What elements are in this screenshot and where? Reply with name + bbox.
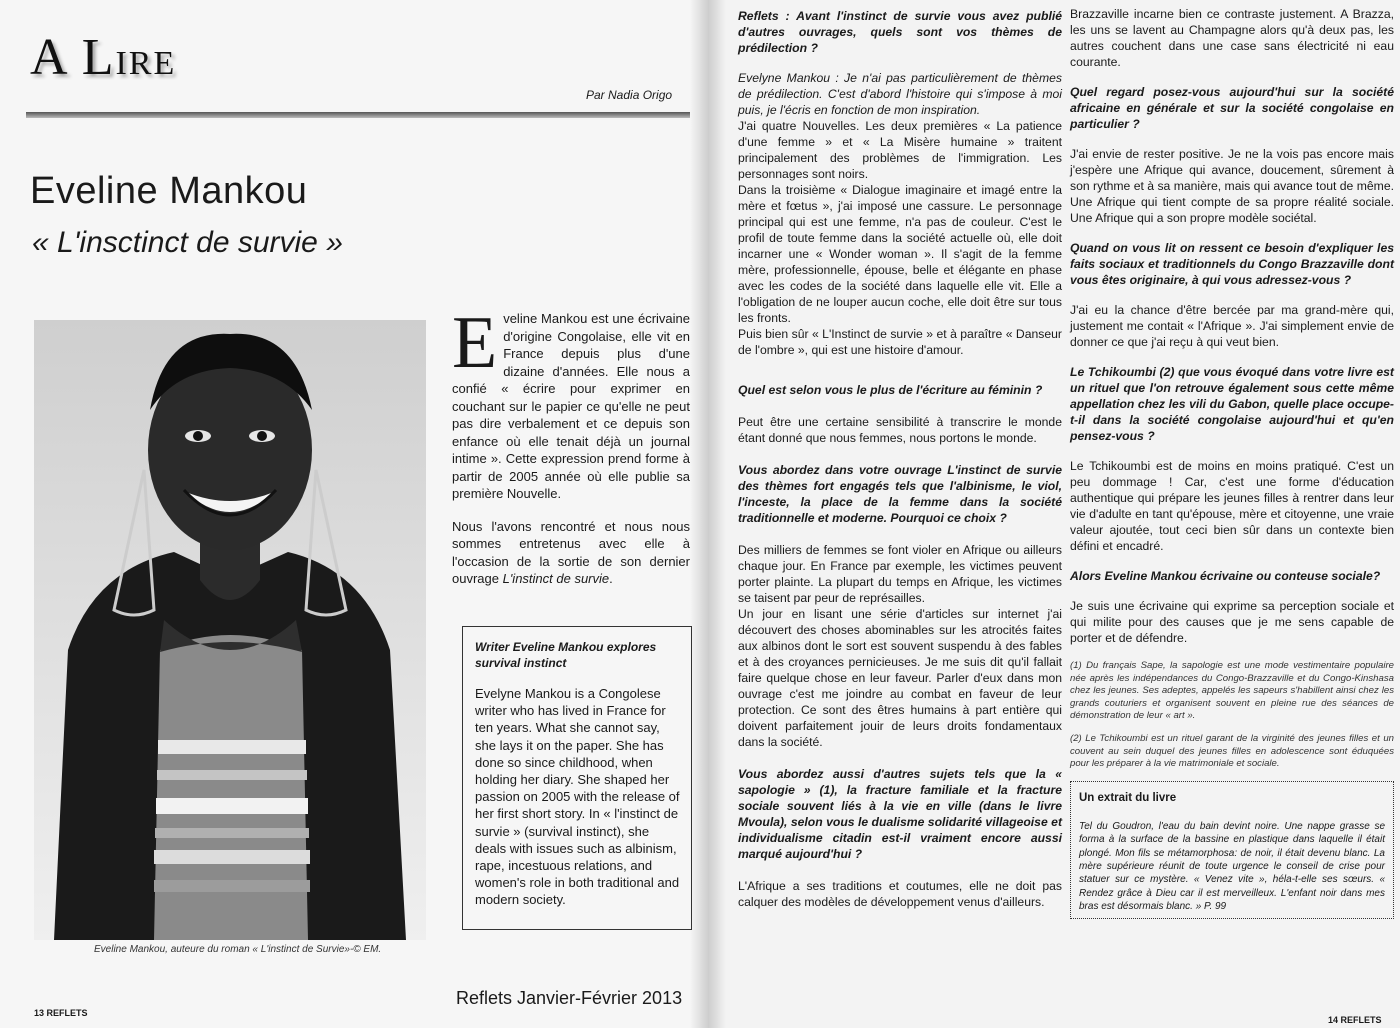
question-1: Reflets : Avant l'instinct de survie vous avez publié d'autres ouvrages, quels sont vos thèmes de prédilection ? (738, 9, 1062, 55)
answer-8: Je suis une écrivaine qui exprime sa perception sociale et qui milite pour des causes que je me sens capable de porter et de défendre. (1070, 599, 1394, 645)
portrait-photo (34, 320, 426, 940)
intro-p2-start: Nous l'avons rencontré et nous nous sommes entretenus avec elle à l'occasion de la sortie de son dernier ouvrage (452, 518, 690, 586)
english-summary-box (462, 626, 692, 930)
rubric-ire: IRE (115, 45, 177, 82)
photo-caption: Eveline Mankou, auteure du roman « L'instinct de Survie»-© EM. (94, 944, 382, 955)
answer-3: Des milliers de femmes se font violer en Afrique ou ailleurs chaque jour. En France par exemple, les victimes peuvent porter plainte. La plupart du temps en Afrique, les victimes se taisent par peur de représailles. (738, 543, 1062, 605)
extract-title: Un extrait du livre (1079, 791, 1177, 804)
byline: Par Nadia Origo (586, 88, 673, 102)
book-extract-box (1070, 781, 1394, 919)
drop-cap: E (452, 302, 498, 384)
article-name: Eveline Mankou (30, 170, 308, 212)
intro-text (452, 302, 690, 603)
answer-6: J'ai eu la chance d'être bercée par ma grand-mère qui, justement me contait « l'Afrique ». J'ai simplement envie de donner ce que j'ai reçu à qui veut bien. (1070, 303, 1394, 349)
footnote-2: (2) Le Tchikoumbi est un rituel garant de la virginité des jeunes filles et un couvent au sein duquel des jeunes filles en adolescence sont éduquées pour les préparer à la vie matrimoniale et sociale. (1070, 732, 1394, 770)
question-6: Quand on vous lit on ressent ce besoin d'expliquer les faits sociaux et traditionnels du Congo Brazzaville dont vous êtes originaire, à qui vous adressez-vous ? (1070, 241, 1394, 287)
answer-3b: Un jour en lisant une série d'articles sur internet j'ai découvert des choses abominables sur les atrocités faites aux albinos dont le sort est souvent suspendu à des fables et à des croyances pernicieuses. Je me suis dit qu'il fallait faire quelque chose en leur faveur. Parler d'eux dans mon ouvrage c'est me joindre au combat en faveur de leur protection. Ce sont des êtres humains à part entière qui doivent parfaitement jouir de leurs droits fondamentaux dans la société. (738, 607, 1062, 749)
answer-1c: Dans la troisième « Dialogue imaginaire et imagé entre la mère et fœtus », j'ai imposé une cassure. Le personnage principal qui est une femme, n'a pas de couleur. C'est le profil de toute femme dans la société actuelle où, elle doit incarner une « Wonder woman ». Il s'agit de la femme mère, professionnelle, épouse, belle et élégante en phase avec les codes de la société dans laquelle elle vit. Elle a l'obligation de ne louper aucun coche, elle doit être sur tous les fronts. (738, 183, 1062, 325)
issue-footer: Reflets Janvier-Février 2013 (456, 988, 683, 1008)
extract-body: Tel du Goudron, l'eau du bain devint noire. Une nappe grasse se forma à la surface de la bassine en plastique dans laquelle il était plongé. Mon fils se métamorphosa: de noir, il était devenu blanc. La mère supérieure réunit de toute urgence le conseil de crise pour statuer sur ce mystère. « Venez vite », héla-t-elle ses sœurs. « Rendez grâce à Dieu car il est merveilleux. L'enfant noir dans mes bras est désormais blanc. » P. 99 (1079, 820, 1385, 913)
answer-1 (738, 70, 1062, 118)
answer-1b: J'ai quatre Nouvelles. Les deux premières « La patience d'une femme » et « La Misère humaine » traitent principalement des problèmes de l'immigration. Les personnages sont noirs. (738, 119, 1062, 181)
article-subtitle: « L'insctinct de survie » (32, 226, 343, 259)
answer-2: Peut être une certaine sensibilité à transcrire le monde étant donné que nous femmes, nous portons le monde. (738, 415, 1062, 445)
interview-column-2 (1070, 6, 1394, 919)
portrait-illustration (34, 320, 426, 940)
rubric-l: L (81, 29, 116, 86)
answer-5: J'ai envie de rester positive. Je ne la vois pas encore mais j'espère une Afrique qui avance, doucement, sûrement à son rythme et à sa manière, mais qui avance tout de même. Une Afrique qui tient compte de sa propre réalité sociale. Une Afrique qui a son propre modèle sociétal. (1070, 147, 1394, 225)
header-rule (26, 112, 690, 118)
intro-paragraph-2 (452, 518, 690, 588)
english-box-body: Evelyne Mankou is a Congolese writer who has lived in France for ten years. What she cannot say, she lays it on the paper. She has done so since childhood, when holding her diary. She shaped her passion on 2005 with the release of her first short story. In « l'instinct de survie » (survival instinct), she deals with issues such as albinism, rape, incestuous relations, and women's role in both traditional and modern society. (475, 686, 680, 908)
section-rubric (30, 28, 176, 87)
question-5: Quel regard posez-vous aujourd'hui sur la société africaine en générale et sur la société congolaise en particulier ? (1070, 85, 1394, 131)
page-number-right: 14 REFLETS (1328, 1015, 1382, 1025)
intro-p2-end: . (609, 571, 613, 586)
intro-paragraph-1 (452, 302, 690, 503)
intro-p2-book-title: L'instinct de survie (502, 571, 610, 586)
answer-1d: Puis bien sûr « L'Instinct de survie » et à paraître « Danseur de l'ombre », qui est une histoire d'amour. (738, 327, 1062, 357)
answer-4: L'Afrique a ses traditions et coutumes, elle ne doit pas calquer des modèles de développement venus d'ailleurs. (738, 879, 1062, 909)
question-7: Le Tchikoumbi (2) que vous évoqué dans votre livre est un rituel que l'on retrouve également sous cette même appellation chez les vili du Gabon, quelle place occupe-t-il dans la société congolaise aujourd'hui et qu'en pensez-vous ? (1070, 365, 1394, 443)
footnote-1: (1) Du français Sape, la sapologie est une mode vestimentaire populaire née après les indépendances du Congo-Brazzaville et du Congo-Kinshasa chez les jeunes. Ses adeptes, appelés les sapeurs s'habillent ainsi chez les grands couturiers et organisent souvent en pleine rue des séances de démonstration de leur « art ». (1070, 660, 1394, 722)
page-gutter-shadow (690, 0, 726, 1028)
right-page (708, 0, 1400, 1028)
question-8: Alors Eveline Mankou écrivaine ou conteuse sociale? (1070, 569, 1381, 583)
intro-p1-text: veline Mankou est une écrivaine d'origine Congolaise, elle vit en France depuis plus d'une dizaine d'années. Elle nous a confié « écrire pour exprimer en couchant sur le papier ce qu'elle ne peut pas dire verbalement et ce depuis son enfance où elle tenait déjà un journal intime ». Cette expression prend forme à partir de 2005 année où elle publie sa première Nouvelle. (452, 311, 690, 501)
page-number-left: 13 REFLETS (34, 1008, 88, 1018)
question-3: Vous abordez dans votre ouvrage L'instinct de survie des thèmes fort engagés tels que l'albinisme, le viol, l'inceste, la place de la femme dans la société traditionnelle et moderne. Pourquoi ce choix ? (738, 463, 1062, 525)
english-box-title: Writer Eveline Mankou explores survival instinct (475, 640, 657, 670)
question-4: Vous abordez aussi d'autres sujets tels que la « sapologie » (1), la fracture familiale et la fracture sociale souvent liés à la vie en ville (dans le livre Mvoula), selon vous le dualisme solidarité villageoise et individualisme citadin est-il vraiment encore aussi marqué aujourd'hui ? (738, 767, 1062, 861)
answer-1-text: Evelyne Mankou : Je n'ai pas particulièrement de thèmes de prédilection. C'est d'abord l'histoire qui s'impose à moi puis, je l'écris en fonction de mon inspiration. (738, 71, 1062, 117)
answer-4b: Brazzaville incarne bien ce contraste justement. A Brazza, les uns se lavent au Champagne alors qu'à deux pas, les autres couchent dans une case sans électricité ni eau courante. (1070, 7, 1394, 69)
question-2: Quel est selon vous le plus de l'écriture au féminin ? (738, 383, 1043, 397)
answer-7: Le Tchikoumbi est de moins en moins pratiqué. C'est un peu dommage ! Car, c'est une forme d'éducation authentique qui prépare les jeunes filles à rentrer dans leur vie d'adulte en tant qu'épouse, mère et citoyenne, une vraie valeur ajoutée, tout ceci bien sûr dans un contexte bien défini et encadré. (1070, 459, 1394, 553)
interview-column-1 (738, 8, 1062, 924)
rubric-a: A (30, 29, 67, 86)
